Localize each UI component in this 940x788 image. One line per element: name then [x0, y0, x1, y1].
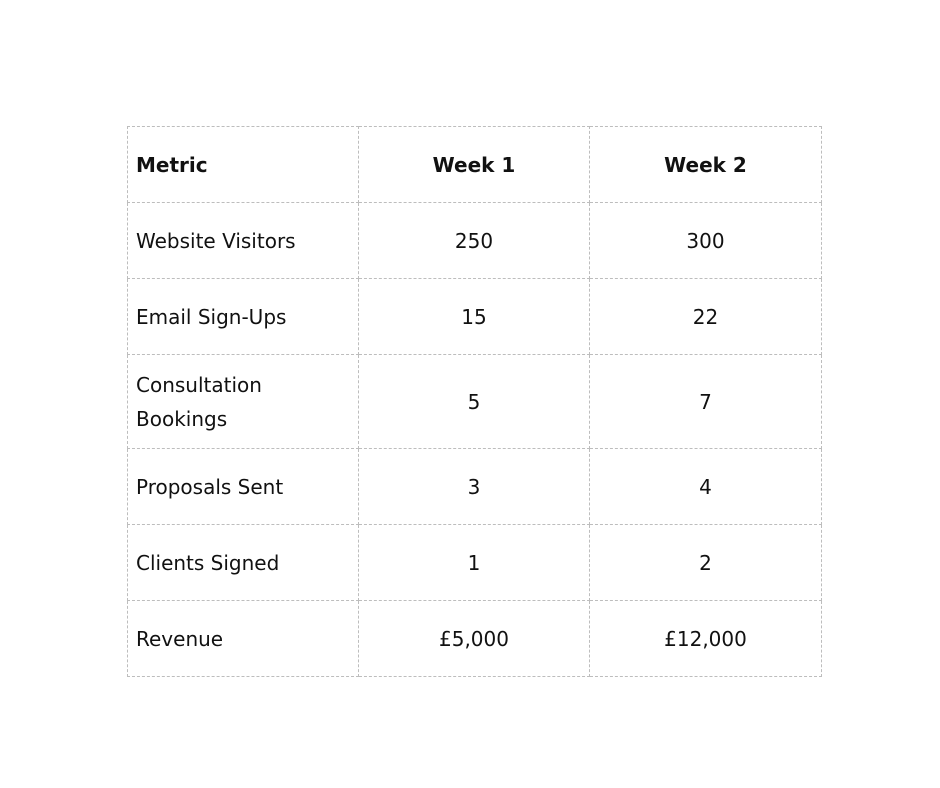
- table-body: [128, 203, 822, 677]
- metric-cell: Consultation Bookings: [128, 355, 359, 449]
- table-row: [128, 525, 822, 601]
- table-row: [128, 279, 822, 355]
- week-1-cell: 3: [359, 449, 590, 525]
- table-row: [128, 601, 822, 677]
- metric-cell: Revenue: [128, 601, 359, 677]
- metrics-table: [127, 126, 822, 677]
- week-1-cell: £5,000: [359, 601, 590, 677]
- week-2-cell: 22: [590, 279, 822, 355]
- week-2-cell: 4: [590, 449, 822, 525]
- week-2-cell: £12,000: [590, 601, 822, 677]
- week-1-cell: 1: [359, 525, 590, 601]
- metric-cell: Proposals Sent: [128, 449, 359, 525]
- table-row: [128, 203, 822, 279]
- week-1-cell: 15: [359, 279, 590, 355]
- header-metric: Metric: [128, 127, 359, 203]
- metric-cell: Website Visitors: [128, 203, 359, 279]
- week-1-cell: 5: [359, 355, 590, 449]
- table-row: [128, 355, 822, 449]
- header-week-1: Week 1: [359, 127, 590, 203]
- header-week-2: Week 2: [590, 127, 822, 203]
- table-row: [128, 449, 822, 525]
- metric-cell: Email Sign-Ups: [128, 279, 359, 355]
- week-2-cell: 2: [590, 525, 822, 601]
- table-header: [128, 127, 822, 203]
- week-2-cell: 7: [590, 355, 822, 449]
- week-2-cell: 300: [590, 203, 822, 279]
- metric-cell: Clients Signed: [128, 525, 359, 601]
- header-row: [128, 127, 822, 203]
- week-1-cell: 250: [359, 203, 590, 279]
